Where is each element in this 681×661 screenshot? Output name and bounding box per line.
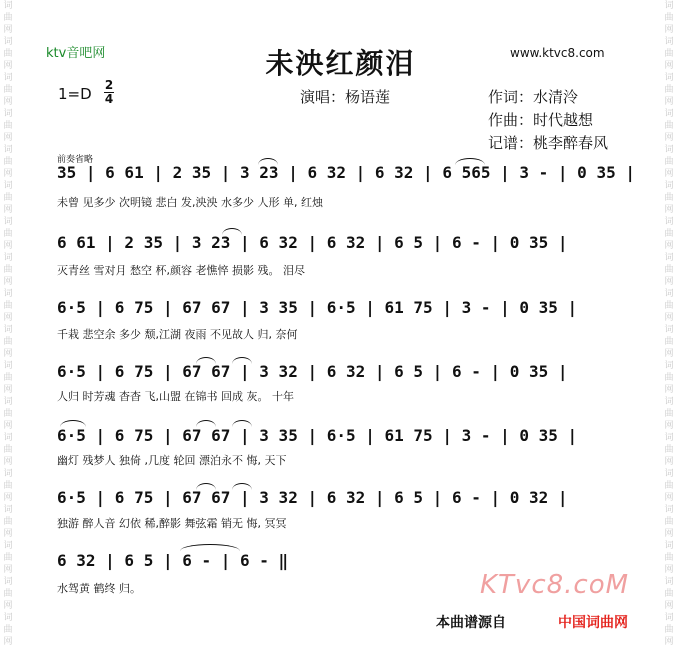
slur-mark bbox=[180, 544, 240, 551]
slur-mark bbox=[196, 483, 216, 490]
slur-mark bbox=[196, 357, 216, 364]
score-line-5-lyrics: 幽灯 残梦人 独倚 ,几度 轮回 漂泊永不 悔, 天下 bbox=[57, 454, 287, 467]
transcriber-credit: 记谱：桃李醉春风 bbox=[488, 134, 609, 152]
slur-mark bbox=[196, 420, 216, 427]
singer-credit: 演唱：杨语莲 bbox=[300, 88, 391, 106]
site-label[interactable]: ktv音吧网 bbox=[46, 46, 106, 61]
time-signature bbox=[104, 80, 114, 105]
site-url[interactable]: www.ktvc8.com bbox=[510, 46, 605, 60]
slur-mark bbox=[222, 228, 242, 235]
score-line-2-lyrics: 灭青丝 雪对月 愁空 杯,颜容 老憔悴 损影 残。 泪尽 bbox=[57, 264, 305, 277]
score-line-7-notes: 6 32 | 6 5 | 6 - | 6 - ‖ bbox=[57, 551, 289, 570]
key-signature: 1=D bbox=[58, 85, 92, 103]
source-site-link[interactable]: 中国词曲网 bbox=[558, 615, 628, 631]
slur-mark bbox=[60, 420, 86, 427]
intro-note: 前奏省略 bbox=[57, 155, 94, 165]
meter-bottom: 4 bbox=[104, 92, 114, 106]
score-line-3-lyrics: 千栽 悲空余 多少 颓,江湖 夜雨 不见故人 归, 奈何 bbox=[57, 328, 298, 341]
slur-mark bbox=[232, 420, 252, 427]
watermark-left: 词曲网词曲网词曲网词曲网词曲网词曲网词曲网词曲网词曲网词曲网词曲网词曲网词曲网词曲网词曲网词曲网词曲网词曲网 bbox=[3, 1, 13, 647]
score-line-3-notes: 6·5 | 6 75 | 67 67 | 3 35 | 6·5 | 61 75 | 3 - | 0 35 | bbox=[57, 298, 578, 317]
slur-mark bbox=[455, 158, 485, 165]
score-line-2-notes: 6 61 | 2 35 | 3 23 | 6 32 | 6 32 | 6 5 | 6 - | 0 35 | bbox=[57, 233, 568, 252]
slur-mark bbox=[232, 357, 252, 364]
score-line-1-lyrics: 未曾 见多少 次明镜 悲白 发,泱泱 水多少 人形 单, 红烛 bbox=[57, 196, 323, 209]
meter-top: 2 bbox=[104, 78, 114, 92]
ktv-logo: KTvc8.coM bbox=[480, 570, 630, 600]
score-line-6-notes: 6·5 | 6 75 | 67 67 | 3 32 | 6 32 | 6 5 | 6 - | 0 32 | bbox=[57, 488, 568, 507]
score-line-4-lyrics: 人归 时芳魂 杳杳 飞,山盟 在锦书 回成 灰。 十年 bbox=[57, 390, 294, 403]
lyricist-credit: 作词：水清泠 bbox=[488, 88, 579, 106]
song-title: 未泱红颜泪 bbox=[265, 47, 416, 80]
score-line-4-notes: 6·5 | 6 75 | 67 67 | 3 32 | 6 32 | 6 5 | 6 - | 0 35 | bbox=[57, 362, 568, 381]
source-label: 本曲谱源自 bbox=[436, 615, 506, 631]
composer-credit: 作曲：时代越想 bbox=[488, 111, 594, 129]
slur-mark bbox=[258, 158, 278, 165]
slur-mark bbox=[232, 483, 252, 490]
score-line-7-lyrics: 水驾黄 鹤终 归。 bbox=[57, 582, 141, 595]
watermark-right: 词曲网词曲网词曲网词曲网词曲网词曲网词曲网词曲网词曲网词曲网词曲网词曲网词曲网词曲网词曲网词曲网词曲网词曲网 bbox=[664, 1, 674, 647]
score-line-6-lyrics: 独游 醉人音 幻依 稀,醉影 舞弦霜 销无 悔, 冥冥 bbox=[57, 517, 287, 530]
score-line-1-notes: 35 | 6 61 | 2 35 | 3 23 | 6 32 | 6 32 | 6 565 | 3 - | 0 35 | bbox=[57, 163, 635, 182]
score-line-5-notes: 6·5 | 6 75 | 67 67 | 3 35 | 6·5 | 61 75 | 3 - | 0 35 | bbox=[57, 426, 578, 445]
